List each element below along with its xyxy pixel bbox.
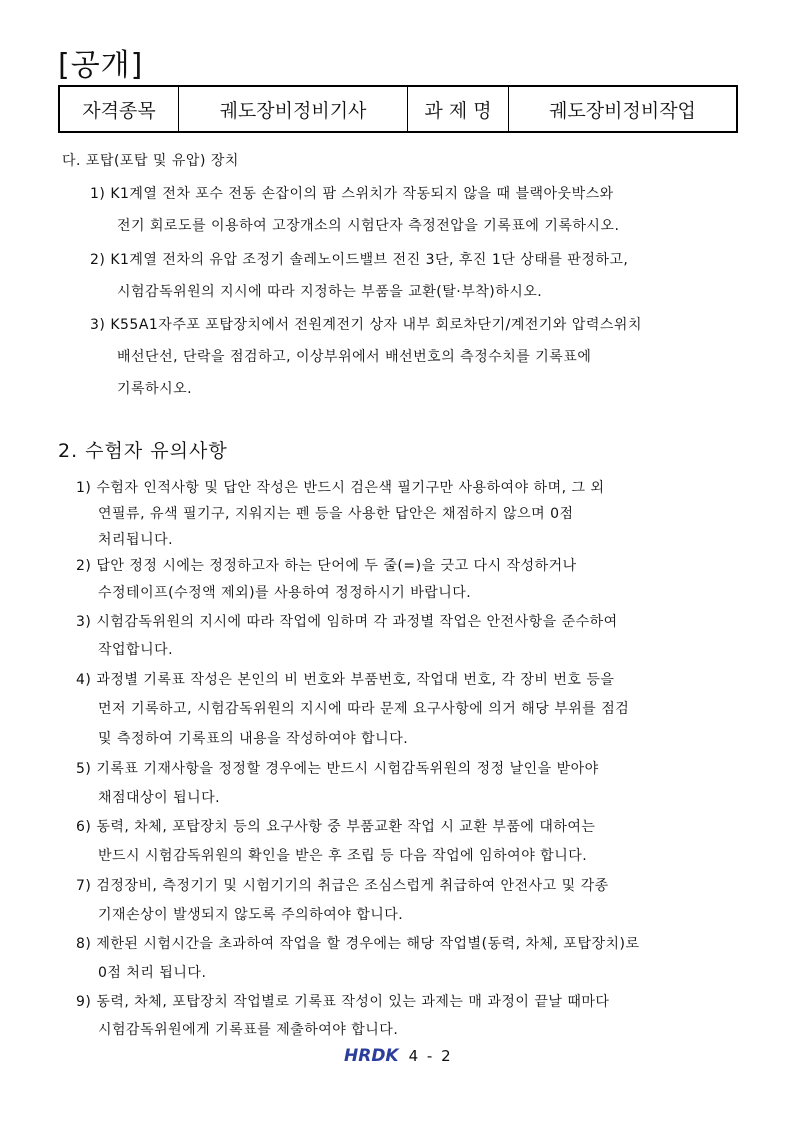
notice-line: 반드시 시험감독위원의 확인을 받은 후 조립 등 다음 작업에 임하여야 합니다.: [98, 848, 588, 864]
hrdk-logo: HRDK: [344, 1046, 399, 1066]
section-da-line: 2) K1계열 전차의 유압 조정기 솔레노이드밸브 전진 3단, 후진 1단 상태를 판정하고,: [90, 252, 629, 268]
section-da-title: 다. 포탑(포탑 및 유압) 장치: [62, 153, 239, 169]
notice-line: 채점대상이 됩니다.: [98, 790, 221, 806]
notice-line: 6) 동력, 차체, 포탑장치 등의 요구사항 중 부품교환 작업 시 교환 부품에 대하여는: [76, 819, 596, 835]
notice-line: 2) 답안 정정 시에는 정정하고자 하는 단어에 두 줄(=)을 긋고 다시 작성하거나: [76, 558, 577, 574]
notice-line: 먼저 기록하고, 시험감독위원의 지시에 따라 문제 요구사항에 의거 해당 부위를 점검: [98, 701, 630, 717]
section-da-line: 전기 회로도를 이용하여 고장개소의 시험단자 측정전압을 기록표에 기록하시오.: [117, 218, 620, 234]
field-value-qualification: 궤도장비정비기사: [179, 86, 408, 132]
notice-line: 및 측정하여 기록표의 내용을 작성하여야 합니다.: [98, 731, 409, 747]
notice-line: 처리됩니다.: [98, 532, 174, 548]
notice-line: 9) 동력, 차체, 포탑장치 작업별로 기록표 작성이 있는 과제는 매 과정이 끝날 때마다: [76, 994, 610, 1010]
notice-line: 0점 처리 됩니다.: [98, 965, 207, 981]
notice-line: 1) 수험자 인적사항 및 답안 작성은 반드시 검은색 필기구만 사용하여야 하며, 그 외: [76, 480, 605, 496]
section-2-title: 2. 수험자 유의사항: [58, 440, 228, 462]
notice-line: 7) 검정장비, 측정기기 및 시험기기의 취급은 조심스럽게 취급하여 안전사고 및 각종: [76, 878, 609, 894]
notice-line: 5) 기록표 기재사항을 정정할 경우에는 반드시 시험감독위원의 정정 날인을 받아야: [76, 761, 599, 777]
notice-line: 기재손상이 발생되지 않도록 주의하여야 합니다.: [98, 907, 404, 923]
section-da-line: 기록하시오.: [117, 381, 193, 397]
notice-line: 시험감독위원에게 기록표를 제출하여야 합니다.: [98, 1022, 399, 1038]
disclosure-label: [공개]: [58, 48, 144, 83]
info-table: [58, 85, 738, 133]
field-label-qualification: 자격종목: [59, 86, 179, 132]
notice-line: 연필류, 유색 필기구, 지워지는 펜 등을 사용한 답안은 채점하지 않으며 0점: [98, 506, 574, 522]
section-da-line: 시험감독위원의 지시에 따라 지정하는 부품을 교환(탈·부착)하시오.: [117, 284, 543, 300]
notice-line: 4) 과정별 기록표 작성은 본인의 비 번호와 부품번호, 작업대 번호, 각 장비 번호 등을: [76, 672, 615, 688]
field-value-task: 궤도장비정비작업: [509, 86, 738, 132]
field-label-task: 과 제 명: [408, 86, 509, 132]
page-footer: [344, 1046, 453, 1066]
notice-line: 8) 제한된 시험시간을 초과하여 작업을 할 경우에는 해당 작업별(동력, 차체, 포탑장치)로: [76, 936, 640, 952]
section-da-line: 3) K55A1자주포 포탑장치에서 전원계전기 상자 내부 회로차단기/계전기와 압력스위치: [90, 317, 642, 333]
section-da-line: 배선단선, 단락을 점검하고, 이상부위에서 배선번호의 측정수치를 기록표에: [117, 349, 592, 365]
notice-line: 3) 시험감독위원의 지시에 따라 작업에 임하며 각 과정별 작업은 안전사항을 준수하여: [76, 614, 618, 630]
notice-line: 수정테이프(수정액 제외)를 사용하여 정정하시기 바랍니다.: [98, 585, 472, 601]
section-da-line: 1) K1계열 전차 포수 전동 손잡이의 팜 스위치가 작동되지 않을 때 블랙아웃박스와: [90, 186, 614, 202]
page-number: 4 - 2: [408, 1047, 453, 1065]
notice-line: 작업합니다.: [98, 642, 174, 658]
